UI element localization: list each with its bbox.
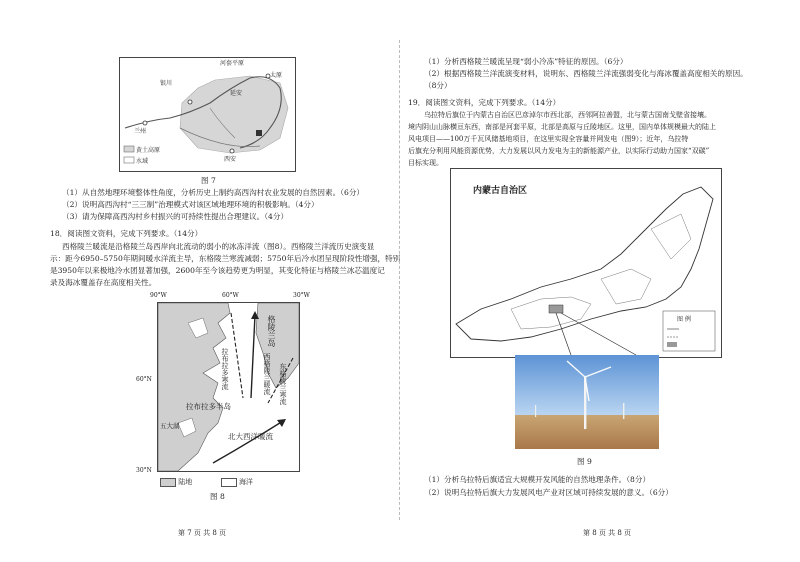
label-lanzhou: 兰州: [134, 128, 147, 135]
lon-90w: 90°W: [150, 292, 167, 299]
city-marker: [143, 121, 147, 125]
figure-7-caption: 图 7: [201, 176, 216, 185]
label-yanan: 延安: [230, 90, 243, 97]
q18-sub-1: （1）分析西格陵兰暖流呈现“弱小冷冻”特征的原因。（6分）: [424, 57, 628, 66]
north-atlantic-drift-arrow: [213, 421, 283, 463]
label-east-greenland-current: 东格陵兰寒流: [279, 363, 287, 405]
q17-sub-2: （2）说明高西沟村“三三制”治理模式对该区域地理环境的积极影响。（4分）: [62, 200, 319, 209]
photo-ground: [515, 415, 659, 449]
legend-sea-label: 海洋: [238, 478, 253, 486]
q18-para-line-2: 示：距今6950–5750年期间暖水洋流主导，东格陵兰寒流减弱；5750年后冷水团呈现阶段性增强，特别: [50, 254, 401, 263]
label-west-greenland-current: 西格陵兰暖流: [263, 353, 271, 395]
q18-sub-2: （2）根据西格陵兰洋流演变材料，说明东、西格陵兰洋流强弱变化与海冰覆盖高度相关的原因。: [424, 69, 748, 78]
page-footer-right: 第 8 页 共 8 页: [583, 529, 632, 537]
q18-sub-2-score: （8分）: [424, 81, 452, 90]
q17-sub-1: （1）从自然地理环境整体性角度，分析历史上制约高西沟村农业发展的自然因素。（6分）: [62, 188, 365, 197]
figure-8-map: [157, 302, 300, 472]
figure-9-svg: [451, 169, 721, 357]
distant-turbine: [623, 403, 624, 419]
q18-para-line-3: 是3950年以来极地冷水团显著加强，2600年至今该趋势更为明显，其变化特征与格陵兰冰芯温度记: [50, 266, 385, 275]
distant-turbine: [535, 405, 536, 417]
figure-9-region-title: 内蒙古自治区: [473, 186, 528, 196]
label-taiyuan: 太原: [270, 72, 283, 79]
figure-7-map: [119, 57, 296, 172]
legend-loess-label: 黄土高原: [136, 147, 161, 154]
q19-para-line-3: 风电项目——100万千瓦风储基地项目，在这里实现全容量并网发电（图9）；近年，乌拉特: [408, 135, 689, 143]
q19-para-line-5: 目标实现。: [408, 159, 443, 167]
labrador-current-arrow: [231, 313, 243, 398]
legend-land-label: 陆地: [178, 478, 193, 486]
label-ningxia: 银川: [160, 80, 173, 87]
lat-60n: 60°N: [136, 376, 152, 383]
q19-intro: 19．阅读图文资料，完成下列要求。（14分）: [408, 98, 561, 107]
label-labrador-current: 拉布拉多寒流: [221, 348, 229, 390]
city-marker: [230, 149, 234, 153]
label-labrador-peninsula: 拉布拉多半岛: [186, 402, 231, 411]
wind-turbine-svg: [515, 355, 659, 449]
label-greenland: 格陵兰岛: [267, 315, 276, 347]
wind-turbine-photo: [515, 355, 659, 449]
lon-60w: 60°W: [222, 292, 239, 299]
page-footer-left: 第 7 页 共 8 页: [178, 529, 227, 537]
city-marker: [188, 100, 192, 104]
pointer-line-right: [561, 313, 636, 355]
legend-sea-swatch: [221, 478, 237, 487]
label-hetao: 河套平原: [220, 60, 245, 67]
q18-intro: 18．阅读图文资料，完成下列要求。（14分）: [50, 229, 203, 238]
west-greenland-current-arrow: [251, 315, 255, 398]
study-site-marker: [256, 130, 262, 136]
figure-9-map: [450, 168, 722, 358]
q17-sub-3: （3）请为保障高西沟村乡村振兴的可持续性提出合理建议。（4分）: [62, 212, 289, 221]
q19-para-line-2: 境内阴山山脉横亘东西，南部是河套平原，北部是高原与丘陵地区。这里，国内单体规模最大的陆上: [408, 123, 716, 131]
wulate-houqi-highlight: [549, 305, 563, 313]
figure-9-legend-title: 图 例: [677, 316, 691, 323]
q19-sub-2: （2）说明乌拉特后旗大力发展风电产业对区域可持续发展的意义。（6分）: [424, 488, 673, 497]
q19-para-line-4: 后旗充分利用风能资源优势，大力发展以风力发电为主的新能源产业，以实际行动助力国家“双碳”: [408, 147, 710, 155]
lon-30w: 30°W: [293, 292, 310, 299]
figure-7-svg: [120, 58, 295, 171]
legend-water-swatch: [124, 157, 134, 163]
figure-8-legend: [160, 477, 253, 487]
figure-9-caption: 图 9: [577, 457, 592, 466]
arrowhead: [277, 419, 286, 427]
legend-land-swatch: [160, 478, 176, 487]
page-divider: [399, 40, 400, 520]
q18-para-line-4: 录及海冰覆盖存在高度相关性。: [50, 278, 157, 287]
legend-water-label: 水域: [136, 158, 149, 165]
q18-para-line-1: 西格陵兰暖流是沿格陵兰岛西岸向北流动的弱小的冰冻洋流（图8）。西格陵兰洋流历史演变显: [62, 242, 375, 251]
lat-30n: 30°N: [136, 467, 152, 474]
figure-8-caption: 图 8: [210, 492, 225, 501]
q19-para-line-1: 乌拉特后旗位于内蒙古自治区巴彦淖尔市西北部，西邻阿拉善盟，北与蒙古国南戈壁省接壤。: [424, 111, 711, 119]
legend-loess-swatch: [124, 146, 134, 152]
label-north-atlantic-drift: 北大西洋暖流: [228, 432, 273, 441]
label-xian: 西安: [224, 156, 237, 163]
label-great-lakes: 五大湖: [160, 422, 180, 430]
q19-sub-1: （1）分析乌拉特后旗适宜大规模开发风能的自然地理条件。（8分）: [424, 475, 651, 484]
legend-swatch: [667, 342, 677, 347]
